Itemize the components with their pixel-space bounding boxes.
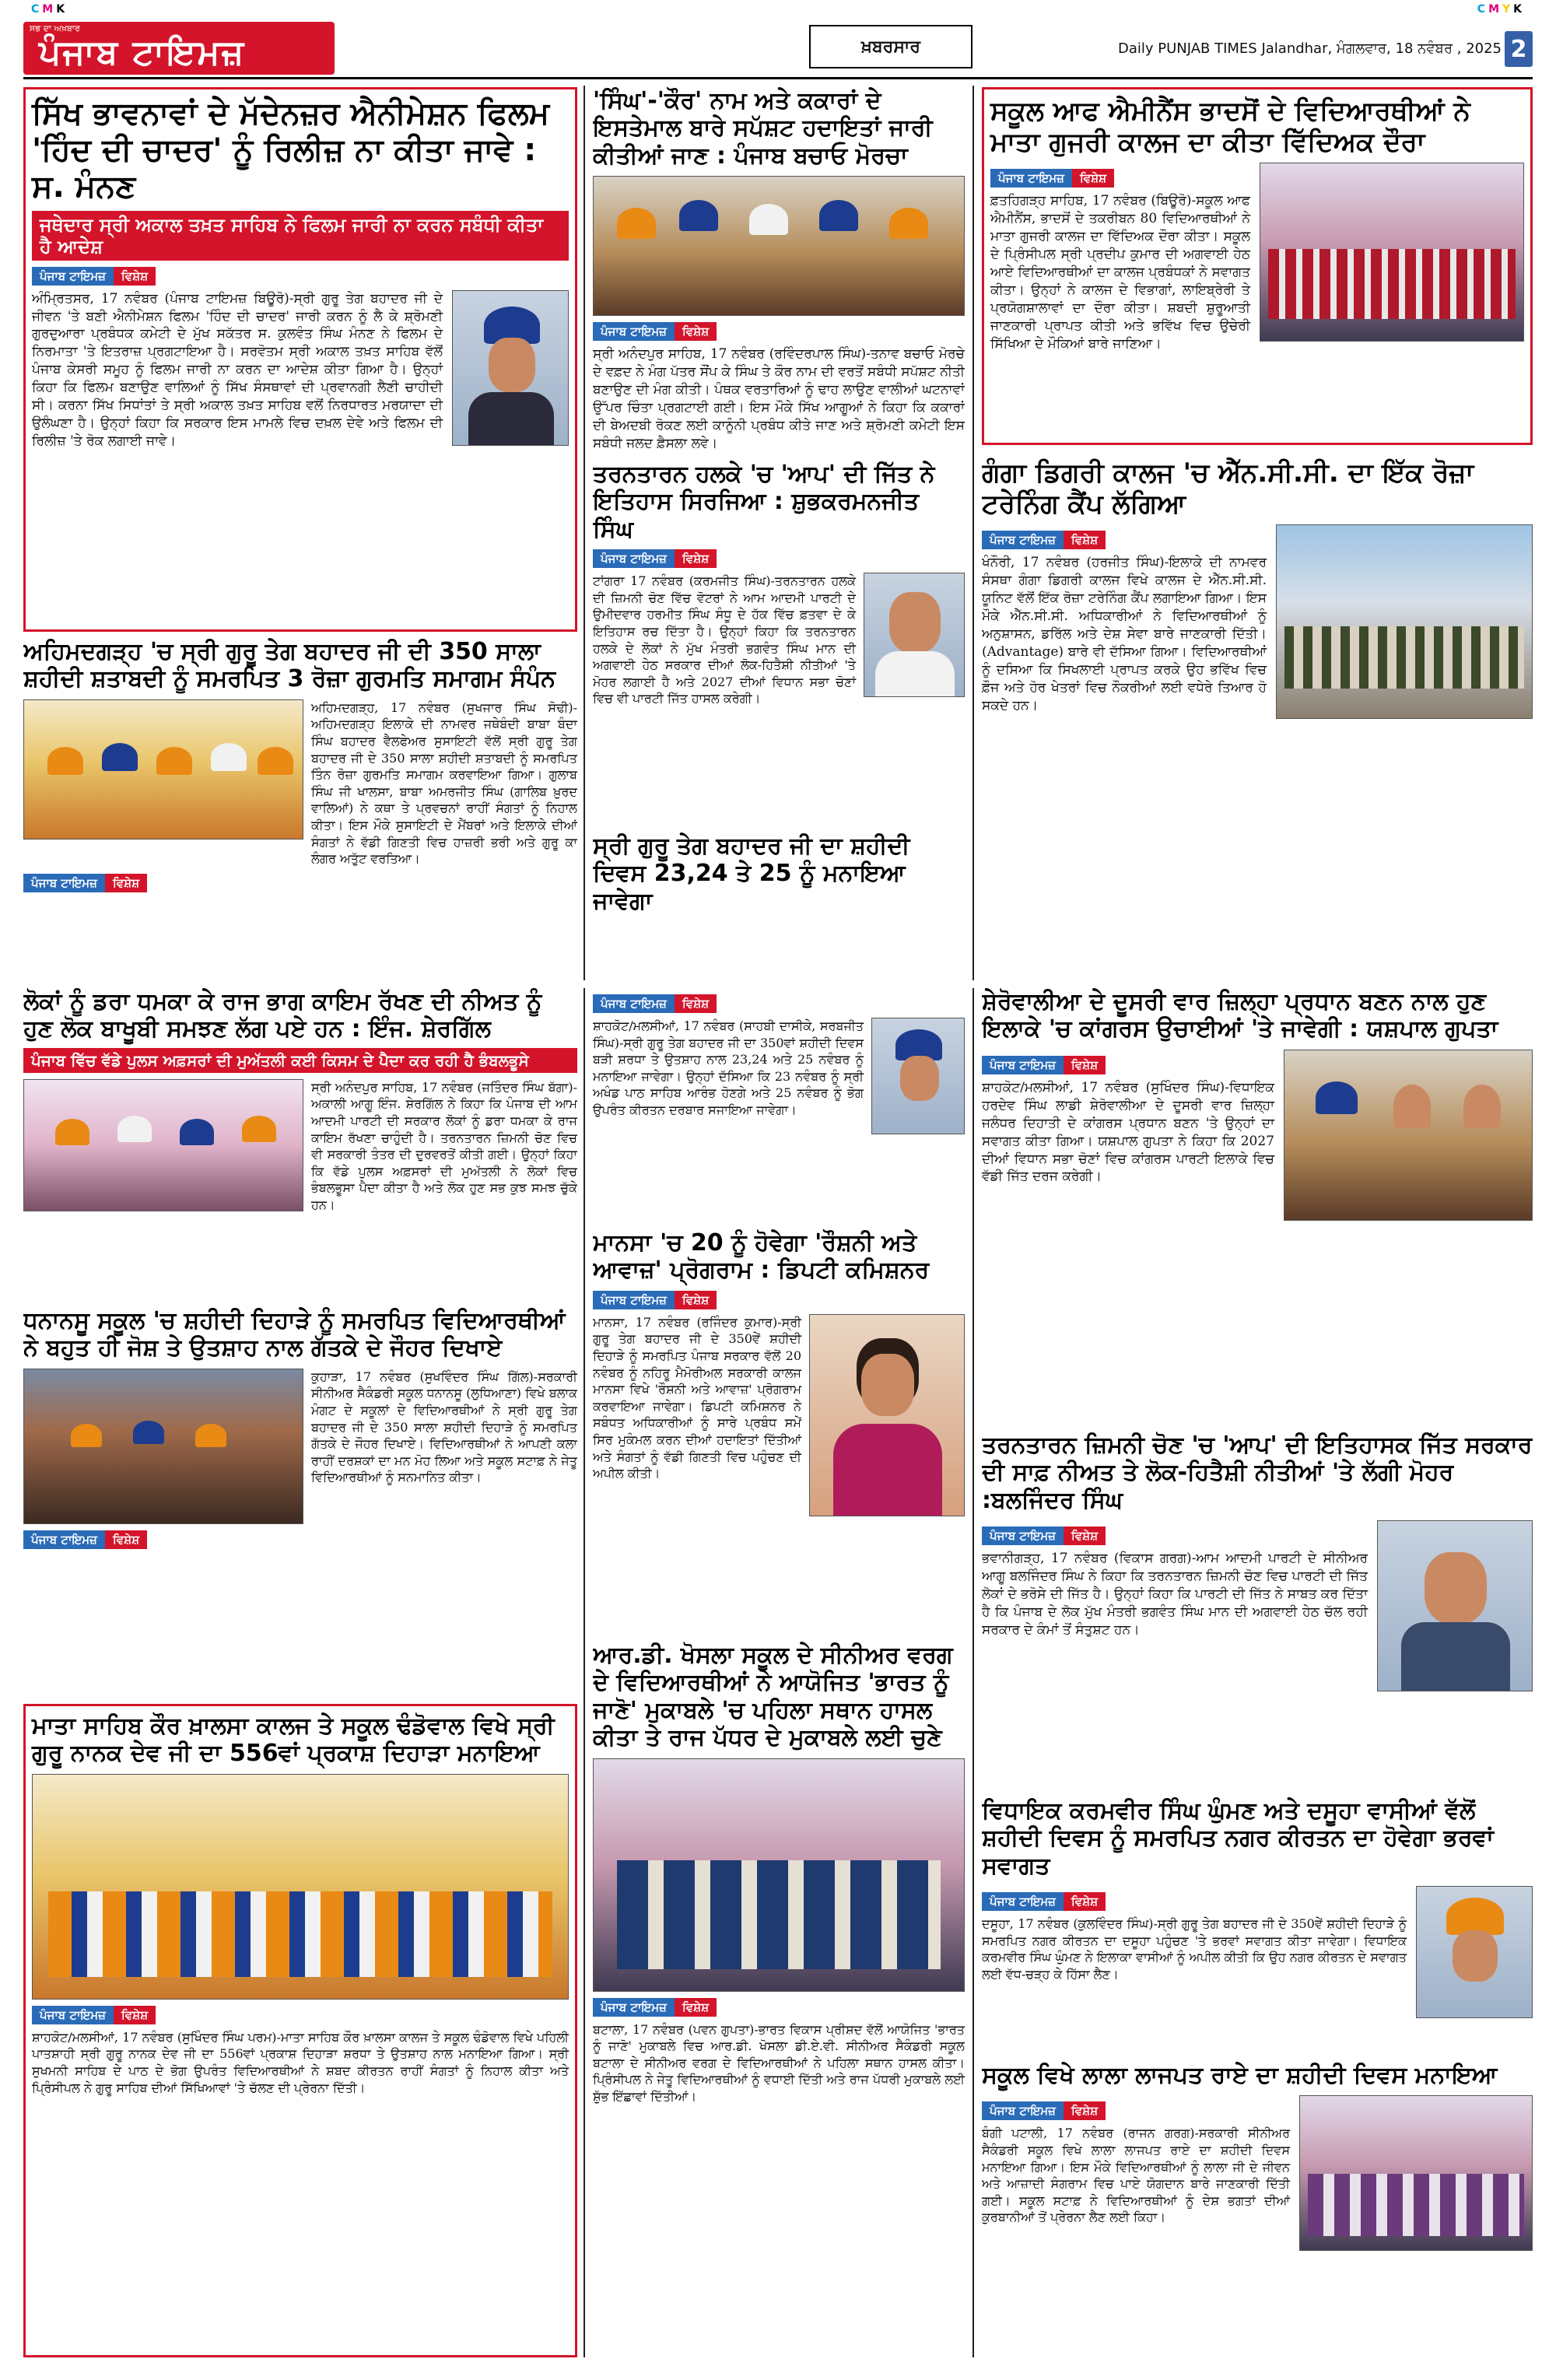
headline: ਮਾਨਸਾ 'ਚ 20 ਨੂੰ ਹੋਵੇਗਾ 'ਰੌਸ਼ਨੀ ਅਤੇ ਆਵਾਜ਼' ਪ੍ਰੋਗਰਾਮ : ਡਿਪਟੀ ਕਮਿਸ਼ਨਰ [593, 1229, 930, 1285]
logo-text: ਪੰਜਾਬ ਟਾਇਮਜ਼ [39, 33, 246, 72]
cmyk-register-right [1477, 3, 1525, 16]
headline: ਅਹਿਮਦਗੜ੍ਹ 'ਚ ਸ੍ਰੀ ਗੁਰੂ ਤੇਗ ਬਹਾਦਰ ਜੀ ਦੀ 350 ਸਾਲਾ ਸ਼ਹੀਦੀ ਸ਼ਤਾਬਦੀ ਨੂੰ ਸਮਰਪਿਤ 3 ਰੋਜ਼ਾ ਗੁਰਮਤਿ ਸਮਾਗਮ ਸੰਪੰਨ [23, 638, 555, 693]
cadets-line [1284, 626, 1524, 689]
person [195, 1424, 226, 1447]
byline [23, 874, 147, 892]
subhead: ਪੰਜਾਬ ਵਿੱਚ ਵੱਡੇ ਪੁਲਸ ਅਫ਼ਸਰਾਂ ਦੀ ਮੁਅੱਤਲੀ ਕਈ ਕਿਸਮ ਦੇ ਪੈਦਾ ਕਰ ਰਹੀ ਹੈ ਭੰਬਲਭੂਸੇ [23, 1048, 577, 1073]
article-body: ਸ਼ਾਹਕੋਟ/ਮਲਸੀਆਂ, 17 ਨਵੰਬਰ (ਸੁਖਿੰਦਰ ਸਿੰਘ ਪਰਮ)-ਮਾਤਾ ਸਾਹਿਬ ਕੌਰ ਖ਼ਾਲਸਾ ਕਾਲਜ ਤੇ ਸਕੂਲ ਢੰਡੋਵਾਲ ਵਿਖੇ ਪਹਿਲੀ ਪਾਤਸ਼ਾਹੀ ਸ੍ਰੀ ਗੁਰੂ ਨਾਨਕ ਦੇਵ ਜੀ ਦਾ 556ਵਾਂ ਪ੍ਰਕਾਸ਼ ਦਿਹਾੜਾ ਸ਼ਰਧਾ ਤੇ ਉਤਸ਼ਾਹ ਨਾਲ ਮਨਾਇਆ ਗਿਆ। ਸ੍ਰੀ ਸੁਖਮਨੀ ਸਾਹਿਬ ਦੇ ਪਾਠ ਦੇ ਭੋਗ ਉਪਰੰਤ ਵਿਦਿਆਰਥੀਆਂ ਨੇ ਸ਼ਬਦ ਕੀਰਤਨ ਰਾਹੀਂ ਸੰਗਤਾਂ ਨੂੰ ਨਿਹਾਲ ਕੀਤਾ ਅਤੇ ਪ੍ਰਿੰਸੀਪਲ ਨੇ ਗੁਰੂ ਸਾਹਿਬ ਦੀਆਂ ਸਿੱਖਿਆਵਾਂ 'ਤੇ ਚੱਲਣ ਦੀ ਪ੍ਰੇਰਨਾ ਦਿੱਤੀ। [32, 2029, 569, 2095]
byline-paper: ਪੰਜਾਬ ਟਾਇਮਜ਼ [990, 169, 1072, 188]
students-award-photo [593, 1758, 965, 1992]
cmyk-m: M [42, 3, 57, 16]
face [1425, 1552, 1487, 1624]
turban [1446, 1898, 1504, 1935]
byline-tag: ਵਿਸ਼ੇਸ਼ [675, 322, 717, 341]
article-school-visit [982, 87, 1533, 445]
byline [982, 1056, 1106, 1074]
masthead [23, 17, 1533, 79]
article-ncc-camp [982, 457, 1533, 979]
byline-paper: ਪੰਜਾਬ ਟਾਇਮਜ਼ [982, 1526, 1064, 1545]
cmyk-c: C [31, 3, 43, 16]
article-gurpurab [23, 1704, 577, 2357]
article-sherowalia [982, 988, 1533, 1424]
person [102, 743, 138, 771]
person [133, 1421, 164, 1444]
article-body: ਅੰਮ੍ਰਿਤਸਰ, 17 ਨਵੰਬਰ (ਪੰਜਾਬ ਟਾਇਮਜ਼ ਬਿਊਰੋ)-ਸ੍ਰੀ ਗੁਰੂ ਤੇਗ ਬਹਾਦਰ ਜੀ ਦੇ ਜੀਵਨ 'ਤੇ ਬਣੀ ਐਨੀਮੇਸ਼ਨ ਫਿਲਮ 'ਹਿੰਦ ਦੀ ਚਾਦਰ' ਜਾਰੀ ਕਰਨ ਨੂੰ ਲੈ ਕੇ ਸ਼੍ਰੋਮਣੀ ਗੁਰਦੁਆਰਾ ਪ੍ਰਬੰਧਕ ਕਮੇਟੀ ਦੇ ਮੁੱਖ ਸਕੱਤਰ ਸ. ਕੁਲਵੰਤ ਸਿੰਘ ਮੰਨਣ ਨੇ ਫਿਲਮ ਦੇ ਨਿਰਮਾਤਾ 'ਤੇ ਇਤਰਾਜ਼ ਪ੍ਰਗਟਾਇਆ ਹੈ। ਸਰਵੋਤਮ ਸ੍ਰੀ ਅਕਾਲ ਤਖ਼ਤ ਸਾਹਿਬ ਵੱਲੋਂ ਪੰਜਾਬ ਕੇਸਰੀ ਸਮੂਹ ਨੂੰ ਫਿਲਮ ਜਾਰੀ ਨਾ ਕਰਨ ਦਾ ਆਦੇਸ਼ ਕੀਤਾ ਗਿਆ ਹੈ। ਉਨ੍ਹਾਂ ਕਿਹਾ ਕਿ ਫਿਲਮ ਬਣਾਉਣ ਵਾਲਿਆਂ ਨੂੰ ਸਿੱਖ ਸੰਸਥਾਵਾਂ ਦੀ ਪ੍ਰਵਾਨਗੀ ਲੈਣੀ ਚਾਹੀਦੀ ਸੀ। ਕਰਨਾ ਸਿੱਖ ਸਿਧਾਂਤਾਂ ਤੇ ਸ੍ਰੀ ਅਕਾਲ ਤਖ਼ਤ ਸਾਹਿਬ ਵਲੋਂ ਨਿਰਧਾਰਤ ਮਰਯਾਦਾ ਦੀ ਉਲੰਘਣਾ ਹੈ। ਉਨ੍ਹਾਂ ਕਿਹਾ ਕਿ ਸਰਕਾਰ ਇਸ ਮਾਮਲੇ ਵਿਚ ਦਖ਼ਲ ਦੇਵੇ ਅਤੇ ਫਿਲਮ ਦੀ ਰਿਲੀਜ਼ 'ਤੇ ਰੋਕ ਲਗਾਈ ਜਾਵੇ। [32, 290, 443, 450]
portrait-photo [452, 290, 569, 446]
headline: ਵਿਧਾਇਕ ਕਰਮਵੀਰ ਸਿੰਘ ਘੁੰਮਣ ਅਤੇ ਦਸੂਹਾ ਵਾਸੀਆਂ ਵੱਲੋਂ ਸ਼ਹੀਦੀ ਦਿਵਸ ਨੂੰ ਸਮਰਪਿਤ ਨਗਰ ਕੀਰਤਨ ਦਾ ਹੋਵੇਗਾ ਭਰਵਾਂ ਸਵਾਗਤ [982, 1797, 1494, 1880]
byline [593, 1998, 717, 2017]
article-body: ਟਾਂਗਰਾ 17 ਨਵੰਬਰ (ਕਰਮਜੀਤ ਸਿੰਘ)-ਤਰਨਤਾਰਨ ਹਲਕੇ ਦੀ ਜ਼ਿਮਨੀ ਚੋਣ ਵਿੱਚ ਵੋਟਰਾਂ ਨੇ ਆਮ ਆਦਮੀ ਪਾਰਟੀ ਦੇ ਉਮੀਦਵਾਰ ਹਰਮੀਤ ਸਿੰਘ ਸੰਧੂ ਦੇ ਹੱਕ ਵਿੱਚ ਫ਼ਤਵਾ ਦੇ ਕੇ ਇਤਿਹਾਸ ਰਚ ਦਿੱਤਾ ਹੈ। ਉਨ੍ਹਾਂ ਕਿਹਾ ਕਿ ਤਰਨਤਾਰਨ ਹਲਕੇ ਦੇ ਲੋਕਾਂ ਨੇ ਮੁੱਖ ਮੰਤਰੀ ਭਗਵੰਤ ਸਿੰਘ ਮਾਨ ਦੀ ਅਗਵਾਈ ਹੇਠ ਸਰਕਾਰ ਦੀਆਂ ਲੋਕ-ਹਿਤੈਸ਼ੀ ਨੀਤੀਆਂ 'ਤੇ ਮੋਹਰ ਲਗਾਈ ਹੈ ਅਤੇ 2027 ਦੀਆਂ ਵਿਧਾਨ ਸਭਾ ਚੋਣਾਂ ਵਿਚ ਵੀ ਪਾਰਟੀ ਜਿੱਤ ਹਾਸਲ ਕਰੇਗੀ। [593, 573, 856, 706]
person [617, 208, 656, 239]
students-row [617, 1860, 941, 1969]
byline [982, 1526, 1106, 1545]
headline: ਤਰਨਤਾਰਨ ਹਲਕੇ 'ਚ 'ਆਪ' ਦੀ ਜਿੱਤ ਨੇ ਇਤਿਹਾਸ ਸਿਰਜਿਆ : ਸ਼ੁਭਕਰਮਨਜੀਤ ਸਿੰਘ [593, 461, 935, 543]
cmyk-k: K [1513, 3, 1525, 16]
person [47, 747, 83, 775]
article-singh-kaur [593, 87, 965, 453]
byline [982, 2101, 1106, 2120]
face [1453, 1930, 1498, 1982]
byline-tag: ਵਿਸ਼ੇਸ਼ [675, 1998, 717, 2017]
byline [23, 1530, 147, 1549]
face [861, 1354, 914, 1416]
byline-paper: ਪੰਜਾਬ ਟਾਇਮਜ਼ [982, 2101, 1064, 2120]
headline: ਗੰਗਾ ਡਿਗਰੀ ਕਾਲਜ 'ਚ ਐੱਨ.ਸੀ.ਸੀ. ਦਾ ਇੱਕ ਰੋਜ਼ਾ ਟਰੇਨਿੰਗ ਕੈਂਪ ਲੱਗਿਆ [982, 457, 1474, 521]
shoulders [468, 392, 554, 446]
cmyk-y: Y [1502, 3, 1514, 16]
byline [990, 169, 1114, 188]
headline: ਸਕੂਲ ਆਫ ਐਮੀਨੈਂਸ ਭਾਦਸੋਂ ਦੇ ਵਿਦਿਆਰਥੀਆਂ ਨੇ ਮਾਤਾ ਗੁਜਰੀ ਕਾਲਜ ਦਾ ਕੀਤਾ ਵਿੱਦਿਅਕ ਦੌਰਾ [990, 96, 1470, 159]
article-body: ਸ਼ਾਹਕੋਟ/ਮਲਸੀਆਂ, 17 ਨਵੰਬਰ (ਸਾਹਬੀ ਦਾਸੀਕੇ, ਸਰਬਜੀਤ ਸਿੰਘ)-ਸ੍ਰੀ ਗੁਰੂ ਤੇਗ ਬਹਾਦਰ ਜੀ ਦਾ 350ਵਾਂ ਸ਼ਹੀਦੀ ਦਿਵਸ ਬੜੀ ਸ਼ਰਧਾ ਤੇ ਉਤਸ਼ਾਹ ਨਾਲ 23,24 ਅਤੇ 25 ਨਵੰਬਰ ਨੂੰ ਮਨਾਇਆ ਜਾਵੇਗਾ। ਉਨ੍ਹਾਂ ਦੱਸਿਆ ਕਿ 23 ਨਵੰਬਰ ਨੂੰ ਸ੍ਰੀ ਅਖੰਡ ਪਾਠ ਸਾਹਿਬ ਆਰੰਭ ਹੋਣਗੇ ਅਤੇ 25 ਨਵੰਬਰ ਨੂੰ ਭੋਗ ਉਪਰੰਤ ਕੀਰਤਨ ਦਰਬਾਰ ਸਜਾਇਆ ਜਾਵੇਗਾ। [593, 1018, 864, 1117]
portrait-photo [1377, 1520, 1533, 1691]
article-gatka [23, 1307, 577, 1696]
cmyk-m: M [1488, 3, 1502, 16]
byline-tag: ਵਿਸ਼ੇਸ਼ [675, 1291, 717, 1309]
byline-tag: ਵਿਸ਼ੇਸ਼ [1064, 1056, 1106, 1074]
school-event-photo [1299, 2095, 1533, 2251]
article-mansa-program [593, 1229, 965, 1634]
byline [593, 994, 717, 1013]
shoulders [875, 651, 955, 697]
article-ahmedgarh-samagam [23, 638, 577, 980]
person [180, 1119, 214, 1145]
article-film-release [23, 87, 577, 632]
byline [593, 1291, 717, 1309]
cmyk-k: K [56, 3, 68, 16]
column-divider [972, 86, 974, 980]
byline-paper: ਪੰਜਾਬ ਟਾਇਮਜ਼ [982, 1056, 1064, 1074]
byline-paper: ਪੰਜਾਬ ਟਾਇਮਜ਼ [982, 531, 1064, 549]
column-divider [972, 988, 974, 2357]
students-rows [1268, 249, 1516, 319]
event-photo [23, 1079, 303, 1211]
byline-paper: ਪੰਜਾਬ ਟਾਇਮਜ਼ [593, 1291, 675, 1309]
article-lala-lajpat-rai [982, 2062, 1533, 2357]
samagam-photo [23, 699, 303, 839]
byline [593, 322, 717, 341]
byline-paper: ਪੰਜਾਬ ਟਾਇਮਜ਼ [32, 2006, 114, 2024]
headline: ਸਕੂਲ ਵਿਖੇ ਲਾਲਾ ਲਾਜਪਤ ਰਾਏ ਦਾ ਸ਼ਹੀਦੀ ਦਿਵਸ ਮਨਾਇਆ [982, 2062, 1498, 2089]
person [679, 200, 718, 231]
article-shergill [23, 988, 577, 1299]
headline: ਆਰ.ਡੀ. ਖੋਸਲਾ ਸਕੂਲ ਦੇ ਸੀਨੀਅਰ ਵਰਗ ਦੇ ਵਿਦਿਆਰਥੀਆਂ ਨੇ ਆਯੋਜਿਤ 'ਭਾਰਤ ਨੂੰ ਜਾਣੋ' ਮੁਕਾਬਲੇ 'ਚ ਪਹਿਲਾ ਸਥਾਨ ਹਾਸਲ ਕੀਤਾ ਤੇ ਰਾਜ ਪੱਧਰ ਦੇ ਮੁਕਾਬਲੇ ਲਈ ਚੁਣੇ [593, 1642, 953, 1752]
face [489, 338, 535, 392]
article-body: ਸ੍ਰੀ ਅਨੰਦਪੁਰ ਸਾਹਿਬ, 17 ਨਵੰਬਰ (ਜਤਿੰਦਰ ਸਿੰਘ ਬੱਗਾ)-ਅਕਾਲੀ ਆਗੂ ਇੰਜ. ਸ਼ੇਰਗਿੱਲ ਨੇ ਕਿਹਾ ਕਿ ਪੰਜਾਬ ਦੀ ਆਮ ਆਦਮੀ ਪਾਰਟੀ ਦੀ ਸਰਕਾਰ ਲੋਕਾਂ ਨੂੰ ਡਰਾ ਧਮਕਾ ਕੇ ਰਾਜ ਕਾਇਮ ਰੱਖਣਾ ਚਾਹੁੰਦੀ ਹੈ। ਤਰਨਤਾਰਨ ਜ਼ਿਮਨੀ ਚੋਣ ਵਿਚ ਵੀ ਸਰਕਾਰੀ ਤੰਤਰ ਦੀ ਦੁਰਵਰਤੋਂ ਕੀਤੀ ਗਈ। ਉਨ੍ਹਾਂ ਕਿਹਾ ਕਿ ਵੱਡੇ ਪੁਲਸ ਅਫ਼ਸਰਾਂ ਦੀ ਮੁਅੱਤਲੀ ਨੇ ਲੋਕਾਂ ਵਿਚ ਭੰਬਲਭੂਸਾ ਪੈਦਾ ਕੀਤਾ ਹੈ ਅਤੇ ਲੋਕ ਹੁਣ ਸਭ ਕੁਝ ਸਮਝ ਚੁੱਕੇ ਹਨ। [311, 1079, 577, 1212]
article-body: ਸ਼ਾਹਕੋਟ/ਮਲਸੀਆਂ, 17 ਨਵੰਬਰ (ਸੁਖਿੰਦਰ ਸਿੰਘ)-ਵਿਧਾਇਕ ਹਰਦੇਵ ਸਿੰਘ ਲਾਡੀ ਸ਼ੇਰੋਵਾਲੀਆ ਦੇ ਦੂਸਰੀ ਵਾਰ ਜ਼ਿਲ੍ਹਾ ਜਲੰਧਰ ਦਿਹਾਤੀ ਦੇ ਕਾਂਗਰਸ ਪ੍ਰਧਾਨ ਬਣਨ 'ਤੇ ਉਨ੍ਹਾਂ ਦਾ ਸਵਾਗਤ ਕੀਤਾ ਗਿਆ। ਯਸ਼ਪਾਲ ਗੁਪਤਾ ਨੇ ਕਿਹਾ ਕਿ 2027 ਦੀਆਂ ਵਿਧਾਨ ਸਭਾ ਚੋਣਾਂ ਵਿਚ ਕਾਂਗਰਸ ਪਾਰਟੀ ਇਲਾਕੇ ਵਿਚ ਵੱਡੀ ਜਿੱਤ ਦਰਜ ਕਰੇਗੀ। [982, 1079, 1274, 1185]
person [889, 208, 928, 239]
byline-paper: ਪੰਜਾਬ ਟਾਇਮਜ਼ [593, 322, 675, 341]
shoulders [833, 1424, 942, 1516]
byline-tag: ਵਿਸ਼ੇਸ਼ [1064, 2101, 1106, 2120]
article-body: ਦਸੂਹਾ, 17 ਨਵੰਬਰ (ਕੁਲਵਿੰਦਰ ਸਿੰਘ)-ਸ੍ਰੀ ਗੁਰੂ ਤੇਗ ਬਹਾਦਰ ਜੀ ਦੇ 350ਵੇਂ ਸ਼ਹੀਦੀ ਦਿਹਾੜੇ ਨੂੰ ਸਮਰਪਿਤ ਨਗਰ ਕੀਰਤਨ ਦਾ ਦਸੂਹਾ ਪਹੁੰਚਣ 'ਤੇ ਭਰਵਾਂ ਸਵਾਗਤ ਕੀਤਾ ਜਾਵੇਗਾ। ਵਿਧਾਇਕ ਕਰਮਵੀਰ ਸਿੰਘ ਘੁੰਮਣ ਨੇ ਇਲਾਕਾ ਵਾਸੀਆਂ ਨੂੰ ਅਪੀਲ ਕੀਤੀ ਕਿ ਉਹ ਨਗਰ ਕੀਰਤਨ ਦੇ ਸਵਾਗਤ ਲਈ ਵੱਧ-ਚੜ੍ਹ ਕੇ ਹਿੱਸਾ ਲੈਣ। [982, 1916, 1407, 1982]
welcome-photo [1284, 1050, 1533, 1221]
person [749, 204, 788, 235]
logo-tagline: ਸਭ ਦਾ ਅਖ਼ਬਾਰ [30, 23, 80, 33]
face [889, 592, 941, 653]
page-number: 2 [1505, 31, 1533, 67]
byline [982, 1892, 1106, 1911]
portrait-photo [1416, 1886, 1533, 2018]
headline: ਤਰਨਤਾਰਨ ਜ਼ਿਮਨੀ ਚੋਣ 'ਚ 'ਆਪ' ਦੀ ਇਤਿਹਾਸਕ ਜਿੱਤ ਸਰਕਾਰ ਦੀ ਸਾਫ਼ ਨੀਅਤ ਤੇ ਲੋਕ-ਹਿਤੈਸ਼ੀ ਨੀਤੀਆਂ 'ਤੇ ਲੱਗੀ ਮੋਹਰ :ਬਲਜਿੰਦਰ ਸਿੰਘ [982, 1432, 1533, 1514]
byline-tag: ਵਿਸ਼ੇਸ਼ [1064, 1892, 1106, 1911]
article-body: ਮਾਨਸਾ, 17 ਨਵੰਬਰ (ਰਜਿੰਦਰ ਕੁਮਾਰ)-ਸ੍ਰੀ ਗੁਰੂ ਤੇਗ ਬਹਾਦਰ ਜੀ ਦੇ 350ਵੇਂ ਸ਼ਹੀਦੀ ਦਿਹਾੜੇ ਨੂੰ ਸਮਰਪਿਤ ਪੰਜਾਬ ਸਰਕਾਰ ਵੱਲੋਂ 20 ਨਵੰਬਰ ਨੂੰ ਨਹਿਰੂ ਮੈਮੋਰੀਅਲ ਸਰਕਾਰੀ ਕਾਲਜ ਮਾਨਸਾ ਵਿਖੇ 'ਰੌਸ਼ਨੀ ਅਤੇ ਆਵਾਜ਼' ਪ੍ਰੋਗਰਾਮ ਕਰਵਾਇਆ ਜਾਵੇਗਾ। ਡਿਪਟੀ ਕਮਿਸ਼ਨਰ ਨੇ ਸਬੰਧਤ ਅਧਿਕਾਰੀਆਂ ਨੂੰ ਸਾਰੇ ਪ੍ਰਬੰਧ ਸਮੇਂ ਸਿਰ ਮੁਕੰਮਲ ਕਰਨ ਦੀਆਂ ਹਦਾਇਤਾਂ ਦਿੱਤੀਆਂ ਅਤੇ ਸੰਗਤਾਂ ਨੂੰ ਵੱਡੀ ਗਿਣਤੀ ਵਿਚ ਪਹੁੰਚਣ ਦੀ ਅਪੀਲ ਕੀਤੀ। [593, 1314, 801, 1481]
cmyk-c: C [1477, 3, 1489, 16]
byline [982, 531, 1106, 549]
person [1463, 1085, 1501, 1128]
headline: ਸਿੱਖ ਭਾਵਨਾਵਾਂ ਦੇ ਮੱਦੇਨਜ਼ਰ ਐਨੀਮੇਸ਼ਨ ਫਿਲਮ 'ਹਿੰਦ ਦੀ ਚਾਦਰ' ਨੂੰ ਰਿਲੀਜ਼ ਨਾ ਕੀਤਾ ਜਾਵੇ : ਸ. ਮੰਨਣ [32, 96, 550, 205]
byline-tag: ਵਿਸ਼ੇਸ਼ [1064, 1526, 1106, 1545]
byline-tag: ਵਿਸ਼ੇਸ਼ [1072, 169, 1114, 188]
person [258, 747, 293, 775]
subhead: ਜਥੇਦਾਰ ਸ੍ਰੀ ਅਕਾਲ ਤਖ਼ਤ ਸਾਹਿਬ ਨੇ ਫਿਲਮ ਜਾਰੀ ਨਾ ਕਰਨ ਸਬੰਧੀ ਕੀਤਾ ਹੈ ਆਦੇਸ਼ [32, 211, 569, 261]
delegation-photo [593, 176, 965, 316]
headline: ਸ਼ੇਰੋਵਾਲੀਆ ਦੇ ਦੂਸਰੀ ਵਾਰ ਜ਼ਿਲ੍ਹਾ ਪ੍ਰਧਾਨ ਬਣਨ ਨਾਲ ਹੁਣ ਇਲਾਕੇ 'ਚ ਕਾਂਗਰਸ ਉਚਾਈਆਂ 'ਤੇ ਜਾਵੇਗੀ : ਯਸ਼ਪਾਲ ਗੁਪਤਾ [982, 988, 1498, 1043]
byline-tag: ਵਿਸ਼ੇਸ਼ [1064, 531, 1106, 549]
person [242, 1116, 276, 1142]
sangat-rows [48, 1891, 552, 1977]
gatka-photo [23, 1369, 303, 1524]
headline: 'ਸਿੰਘ'-'ਕੌਰ' ਨਾਮ ਅਤੇ ਕਕਾਰਾਂ ਦੇ ਇਸਤੇਮਾਲ ਬਾਰੇ ਸਪੱਸ਼ਟ ਹਦਾਇਤਾਂ ਜਾਰੀ ਕੀਤੀਆਂ ਜਾਣ : ਪੰਜਾਬ ਬਚਾਓ ਮੋਰਚਾ [593, 87, 933, 170]
face [900, 1056, 939, 1101]
byline [593, 549, 717, 568]
byline-tag: ਵਿਸ਼ੇਸ਼ [114, 267, 156, 286]
article-body: ਸ੍ਰੀ ਅਨੰਦਪੁਰ ਸਾਹਿਬ, 17 ਨਵੰਬਰ (ਰਵਿੰਦਰਪਾਲ ਸਿੰਘ)-ਤਨਾਵ ਬਚਾਓ ਮੋਰਚੇ ਦੇ ਵਫ਼ਦ ਨੇ ਮੰਗ ਪੱਤਰ ਸੌਂਪ ਕੇ ਸਿੰਘ ਤੇ ਕੌਰ ਨਾਮ ਦੀ ਵਰਤੋਂ ਸਬੰਧੀ ਸਪੱਸ਼ਟ ਨੀਤੀ ਬਣਾਉਣ ਦੀ ਮੰਗ ਕੀਤੀ। ਪੰਥਕ ਵਰਤਾਰਿਆਂ ਨੂੰ ਢਾਹ ਲਾਉਣ ਵਾਲੀਆਂ ਘਟਨਾਵਾਂ ਉੱਪਰ ਚਿੰਤਾ ਪ੍ਰਗਟਾਈ ਗਈ। ਇਸ ਮੌਕੇ ਸਿੱਖ ਆਗੂਆਂ ਨੇ ਕਿਹਾ ਕਿ ਕਕਾਰਾਂ ਦੀ ਬੇਅਦਬੀ ਰੋਕਣ ਲਈ ਕਾਨੂੰਨੀ ਪ੍ਰਬੰਧ ਕੀਤੇ ਜਾਣ ਅਤੇ ਸ਼੍ਰੋਮਣੀ ਕਮੇਟੀ ਇਸ ਸਬੰਧੀ ਜਲਦ ਫ਼ੈਸਲਾ ਲਵੇ। [593, 346, 965, 451]
dc-portrait [809, 1314, 965, 1516]
byline-paper: ਪੰਜਾਬ ਟਾਇਮਜ਼ [32, 267, 114, 286]
person [71, 1424, 102, 1447]
person [1316, 1081, 1358, 1114]
shoulders [1401, 1622, 1510, 1691]
byline-paper: ਪੰਜਾਬ ਟਾਇਮਜ਼ [23, 874, 105, 892]
article-baljinder [982, 1432, 1533, 1789]
headline: ਮਾਤਾ ਸਾਹਿਬ ਕੌਰ ਖ਼ਾਲਸਾ ਕਾਲਜ ਤੇ ਸਕੂਲ ਢੰਡੋਵਾਲ ਵਿਖੇ ਸ੍ਰੀ ਗੁਰੂ ਨਾਨਕ ਦੇਵ ਜੀ ਦਾ 556ਵਾਂ ਪ੍ਰਕਾਸ਼ ਦਿਹਾੜਾ ਮਨਾਇਆ [32, 1712, 555, 1768]
article-shaheedi-divas [593, 832, 965, 980]
byline [32, 267, 156, 286]
section-label: ਖ਼ਬਰਸਾਰ [809, 25, 972, 68]
students-group-photo [1260, 163, 1524, 342]
dateline: Daily PUNJAB TIMES Jalandhar, ਮੰਗਲਵਾਰ, 18 ਨਵੰਬਰ , 2025 [1117, 40, 1502, 57]
byline-paper: ਪੰਜਾਬ ਟਾਇਮਜ਼ [593, 1998, 675, 2017]
headline: ਸ੍ਰੀ ਗੁਰੂ ਤੇਗ ਬਹਾਦਰ ਜੀ ਦਾ ਸ਼ਹੀਦੀ ਦਿਵਸ 23,24 ਤੇ 25 ਨੂੰ ਮਨਾਇਆ ਜਾਵੇਗਾ [593, 832, 910, 915]
article-dasuya-kirtan [982, 1797, 1533, 2054]
students-row [1308, 2174, 1524, 2236]
headline: ਲੋਕਾਂ ਨੂੰ ਡਰਾ ਧਮਕਾ ਕੇ ਰਾਜ ਭਾਗ ਕਾਇਮ ਰੱਖਣ ਦੀ ਨੀਅਤ ਨੂੰ ਹੁਣ ਲੋਕ ਬਾਖੂਬੀ ਸਮਝਣ ਲੱਗ ਪਏ ਹਨ : ਇੰਜ. ਸ਼ੇਰਗਿੱਲ [23, 988, 542, 1043]
byline [32, 2006, 156, 2024]
person [156, 747, 192, 775]
byline-tag: ਵਿਸ਼ੇਸ਼ [114, 2006, 156, 2024]
article-body: ਫ਼ਤਹਿਗੜ੍ਹ ਸਾਹਿਬ, 17 ਨਵੰਬਰ (ਬਿਊਰੋ)-ਸਕੂਲ ਆਫ ਐਮੀਨੈਂਸ, ਭਾਦਸੋਂ ਦੇ ਤਕਰੀਬਨ 80 ਵਿਦਿਆਰਥੀਆਂ ਨੇ ਮਾਤਾ ਗੁਜਰੀ ਕਾਲਜ ਦਾ ਵਿੱਦਿਅਕ ਦੌਰਾ ਕੀਤਾ। ਸਕੂਲ ਦੇ ਪ੍ਰਿੰਸੀਪਲ ਸ੍ਰੀ ਪ੍ਰਦੀਪ ਕੁਮਾਰ ਦੀ ਅਗਵਾਈ ਹੇਠ ਆਏ ਵਿਦਿਆਰਥੀਆਂ ਦਾ ਕਾਲਜ ਪ੍ਰਬੰਧਕਾਂ ਨੇ ਸਵਾਗਤ ਕੀਤਾ। ਉਨ੍ਹਾਂ ਨੇ ਕਾਲਜ ਦੇ ਵਿਭਾਗਾਂ, ਲਾਇਬ੍ਰੇਰੀ ਤੇ ਪ੍ਰਯੋਗਸ਼ਾਲਾਵਾਂ ਦਾ ਦੌਰਾ ਕੀਤਾ। ਸ਼ਬਦੀ ਸ਼ੁਰੂਆਤੀ ਜਾਣਕਾਰੀ ਪ੍ਰਾਪਤ ਕੀਤੀ ਅਤੇ ਭਵਿੱਖ ਵਿਚ ਉਚੇਰੀ ਸਿੱਖਿਆ ਦੇ ਮੌਕਿਆਂ ਬਾਰੇ ਜਾਣਿਆ। [990, 193, 1250, 352]
article-body: ਖੰਨੌਰੀ, 17 ਨਵੰਬਰ (ਹਰਜੀਤ ਸਿੰਘ)-ਇਲਾਕੇ ਦੀ ਨਾਮਵਰ ਸੰਸਥਾ ਗੰਗਾ ਡਿਗਰੀ ਕਾਲਜ ਵਿਖੇ ਕਾਲਜ ਦੇ ਐੱਨ.ਸੀ.ਸੀ. ਯੂਨਿਟ ਵੱਲੋਂ ਇੱਕ ਰੋਜ਼ਾ ਟਰੇਨਿੰਗ ਕੈਂਪ ਲਗਾਇਆ ਗਿਆ। ਇਸ ਮੌਕੇ ਐੱਨ.ਸੀ.ਸੀ. ਅਧਿਕਾਰੀਆਂ ਨੇ ਵਿਦਿਆਰਥੀਆਂ ਨੂੰ ਅਨੁਸ਼ਾਸਨ, ਡਰਿੱਲ ਅਤੇ ਦੇਸ਼ ਸੇਵਾ ਬਾਰੇ ਜਾਣਕਾਰੀ ਦਿੱਤੀ। (Advantage) ਬਾਰੇ ਵੀ ਦੱਸਿਆ ਗਿਆ। ਵਿਦਿਆਰਥੀਆਂ ਨੂੰ ਦਸਿਆ ਕਿ ਸਿਖਲਾਈ ਪ੍ਰਾਪਤ ਕਰਕੇ ਉਹ ਭਵਿੱਖ ਵਿਚ ਫ਼ੌਜ ਅਤੇ ਹੋਰ ਖੇਤਰਾਂ ਵਿਚ ਨੌਕਰੀਆਂ ਲਈ ਵਧੇਰੇ ਤਿਆਰ ਹੋ ਸਕਦੇ ਹਨ। [982, 555, 1267, 713]
byline-paper: ਪੰਜਾਬ ਟਾਇਮਜ਼ [982, 1892, 1064, 1911]
article-shaheedi-divas-body [593, 988, 965, 1222]
cmyk-register-left [31, 3, 68, 16]
byline-paper: ਪੰਜਾਬ ਟਾਇਮਜ਼ [593, 549, 675, 568]
portrait-photo [871, 1018, 965, 1134]
byline-paper: ਪੰਜਾਬ ਟਾਇਮਜ਼ [593, 994, 675, 1013]
byline-tag: ਵਿਸ਼ੇਸ਼ [675, 994, 717, 1013]
headline: ਧਨਾਨਸੂ ਸਕੂਲ 'ਚ ਸ਼ਹੀਦੀ ਦਿਹਾੜੇ ਨੂੰ ਸਮਰਪਿਤ ਵਿਦਿਆਰਥੀਆਂ ਨੇ ਬਹੁਤ ਹੀ ਜੋਸ਼ ਤੇ ਉਤਸ਼ਾਹ ਨਾਲ ਗੱਤਕੇ ਦੇ ਜੌਹਰ ਦਿਖਾਏ [23, 1307, 566, 1362]
ncc-cadets-photo [1276, 524, 1533, 719]
article-body: ਭਵਾਨੀਗੜ੍ਹ, 17 ਨਵੰਬਰ (ਵਿਕਾਸ ਗਰਗ)-ਆਮ ਆਦਮੀ ਪਾਰਟੀ ਦੇ ਸੀਨੀਅਰ ਆਗੂ ਬਲਜਿੰਦਰ ਸਿੰਘ ਨੇ ਕਿਹਾ ਕਿ ਤਰਨਤਾਰਨ ਜ਼ਿਮਨੀ ਚੋਣ ਵਿਚ ਪਾਰਟੀ ਦੀ ਜਿੱਤ ਲੋਕਾਂ ਦੇ ਭਰੋਸੇ ਦੀ ਜਿੱਤ ਹੈ। ਉਨ੍ਹਾਂ ਕਿਹਾ ਕਿ ਪਾਰਟੀ ਦੀ ਜਿੱਤ ਨੇ ਸਾਬਤ ਕਰ ਦਿੱਤਾ ਹੈ ਕਿ ਪੰਜਾਬ ਦੇ ਲੋਕ ਮੁੱਖ ਮੰਤਰੀ ਭਗਵੰਤ ਸਿੰਘ ਮਾਨ ਦੀ ਅਗਵਾਈ ਹੇਠ ਚੱਲ ਰਹੀ ਸਰਕਾਰ ਦੇ ਕੰਮਾਂ ਤੋਂ ਸੰਤੁਸ਼ਟ ਹਨ। [982, 1551, 1368, 1638]
gurpurab-photo [32, 1774, 569, 2000]
byline-tag: ਵਿਸ਼ੇਸ਼ [105, 1530, 147, 1549]
byline-tag: ਵਿਸ਼ੇਸ਼ [105, 874, 147, 892]
article-body: ਕੁਹਾੜਾ, 17 ਨਵੰਬਰ (ਸੁਖਵਿੰਦਰ ਸਿੰਘ ਗਿੱਲ)-ਸਰਕਾਰੀ ਸੀਨੀਅਰ ਸੈਕੰਡਰੀ ਸਕੂਲ ਧਨਾਨਸੂ (ਲੁਧਿਆਣਾ) ਵਿਖੇ ਬਲਾਕ ਮੰਗਟ ਦੇ ਸਕੂਲਾਂ ਦੇ ਵਿਦਿਆਰਥੀਆਂ ਨੇ ਸ੍ਰੀ ਗੁਰੂ ਤੇਗ ਬਹਾਦਰ ਜੀ ਦੇ 350 ਸਾਲਾ ਸ਼ਹੀਦੀ ਦਿਹਾੜੇ ਨੂੰ ਸਮਰਪਿਤ ਗੱਤਕੇ ਦੇ ਜੌਹਰ ਦਿਖਾਏ। ਵਿਦਿਆਰਥੀਆਂ ਨੇ ਆਪਣੀ ਕਲਾ ਰਾਹੀਂ ਦਰਸ਼ਕਾਂ ਦਾ ਮਨ ਮੋਹ ਲਿਆ ਅਤੇ ਸਕੂਲ ਸਟਾਫ਼ ਨੇ ਜੇਤੂ ਵਿਦਿਆਰਥੀਆਂ ਨੂੰ ਸਨਮਾਨਿਤ ਕੀਤਾ। [311, 1369, 577, 1485]
person [819, 200, 858, 231]
article-khosla-school [593, 1642, 965, 2357]
article-aap-victory [593, 461, 965, 825]
byline-tag: ਵਿਸ਼ੇਸ਼ [675, 549, 717, 568]
person [55, 1119, 89, 1145]
article-body: ਅਹਿਮਦਗੜ੍ਹ, 17 ਨਵੰਬਰ (ਸੁਖਜਾਰ ਸਿੰਘ ਸੋਢੀ)-ਅਹਿਮਦਗੜ੍ਹ ਇਲਾਕੇ ਦੀ ਨਾਮਵਰ ਜਥੇਬੰਦੀ ਬਾਬਾ ਬੰਦਾ ਸਿੰਘ ਬਹਾਦਰ ਵੈਲਫੇਅਰ ਸੁਸਾਇਟੀ ਵੱਲੋਂ ਸ੍ਰੀ ਗੁਰੂ ਤੇਗ ਬਹਾਦਰ ਜੀ ਦੇ 350 ਸਾਲਾ ਸ਼ਹੀਦੀ ਸ਼ਤਾਬਦੀ ਨੂੰ ਸਮਰਪਿਤ ਤਿੰਨ ਰੋਜ਼ਾ ਗੁਰਮਤਿ ਸਮਾਗਮ ਕਰਵਾਇਆ ਗਿਆ। ਗੁਲਾਬ ਸਿੰਘ ਜੀ ਖਾਲਸਾ, ਬਾਬਾ ਅਮਰਜੀਤ ਸਿੰਘ (ਗਾਲਿਬ ਖ਼ੁਰਦ ਵਾਲਿਆਂ) ਨੇ ਕਥਾ ਤੇ ਪ੍ਰਵਚਨਾਂ ਰਾਹੀਂ ਸੰਗਤਾਂ ਨੂੰ ਨਿਹਾਲ ਕੀਤਾ। ਇਸ ਮੌਕੇ ਸੁਸਾਇਟੀ ਦੇ ਮੈਂਬਰਾਂ ਅਤੇ ਇਲਾਕੇ ਦੀਆਂ ਸੰਗਤਾਂ ਨੇ ਵੱਡੀ ਗਿਣਤੀ ਵਿਚ ਹਾਜ਼ਰੀ ਭਰੀ ਅਤੇ ਗੁਰੂ ਕਾ ਲੰਗਰ ਅਤੁੱਟ ਵਰਤਿਆ। [311, 699, 577, 867]
column-divider [584, 988, 585, 2357]
person [117, 1116, 152, 1142]
article-body: ਬਟਾਲਾ, 17 ਨਵੰਬਰ (ਪਵਨ ਗੁਪਤਾ)-ਭਾਰਤ ਵਿਕਾਸ ਪ੍ਰੀਸ਼ਦ ਵੱਲੋਂ ਆਯੋਜਿਤ 'ਭਾਰਤ ਨੂੰ ਜਾਣੋ' ਮੁਕਾਬਲੇ ਵਿਚ ਆਰ.ਡੀ. ਖੋਸਲਾ ਡੀ.ਏ.ਵੀ. ਸੀਨੀਅਰ ਸੈਕੰਡਰੀ ਸਕੂਲ ਬਟਾਲਾ ਦੇ ਸੀਨੀਅਰ ਵਰਗ ਦੇ ਵਿਦਿਆਰਥੀਆਂ ਨੇ ਪਹਿਲਾ ਸਥਾਨ ਹਾਸਲ ਕੀਤਾ। ਪ੍ਰਿੰਸੀਪਲ ਨੇ ਜੇਤੂ ਵਿਦਿਆਰਥੀਆਂ ਨੂੰ ਵਧਾਈ ਦਿੱਤੀ ਅਤੇ ਰਾਜ ਪੱਧਰੀ ਮੁਕਾਬਲੇ ਲਈ ਸ਼ੁੱਭ ਇੱਛਾਵਾਂ ਦਿੱਤੀਆਂ। [593, 2021, 965, 2104]
portrait-photo [864, 573, 965, 697]
person [211, 743, 247, 771]
article-body: ਬੰਗੀ ਪਟਾਲੀ, 17 ਨਵੰਬਰ (ਰਾਜਨ ਗਰਗ)-ਸਰਕਾਰੀ ਸੀਨੀਅਰ ਸੈਕੰਡਰੀ ਸਕੂਲ ਵਿਖੇ ਲਾਲਾ ਲਾਜਪਤ ਰਾਏ ਦਾ ਸ਼ਹੀਦੀ ਦਿਵਸ ਮਨਾਇਆ ਗਿਆ। ਇਸ ਮੌਕੇ ਵਿਦਿਆਰਥੀਆਂ ਨੂੰ ਲਾਲਾ ਜੀ ਦੇ ਜੀਵਨ ਅਤੇ ਆਜ਼ਾਦੀ ਸੰਗਰਾਮ ਵਿਚ ਪਾਏ ਯੋਗਦਾਨ ਬਾਰੇ ਜਾਣਕਾਰੀ ਦਿੱਤੀ ਗਈ। ਸਕੂਲ ਸਟਾਫ਼ ਨੇ ਵਿਦਿਆਰਥੀਆਂ ਨੂੰ ਦੇਸ਼ ਭਗਤਾਂ ਦੀਆਂ ਕੁਰਬਾਨੀਆਂ ਤੋਂ ਪ੍ਰੇਰਨਾ ਲੈਣ ਲਈ ਕਿਹਾ। [982, 2126, 1290, 2225]
column-divider [584, 86, 585, 980]
person [1393, 1085, 1431, 1128]
byline-paper: ਪੰਜਾਬ ਟਾਇਮਜ਼ [23, 1530, 105, 1549]
paper-logo [23, 22, 335, 75]
